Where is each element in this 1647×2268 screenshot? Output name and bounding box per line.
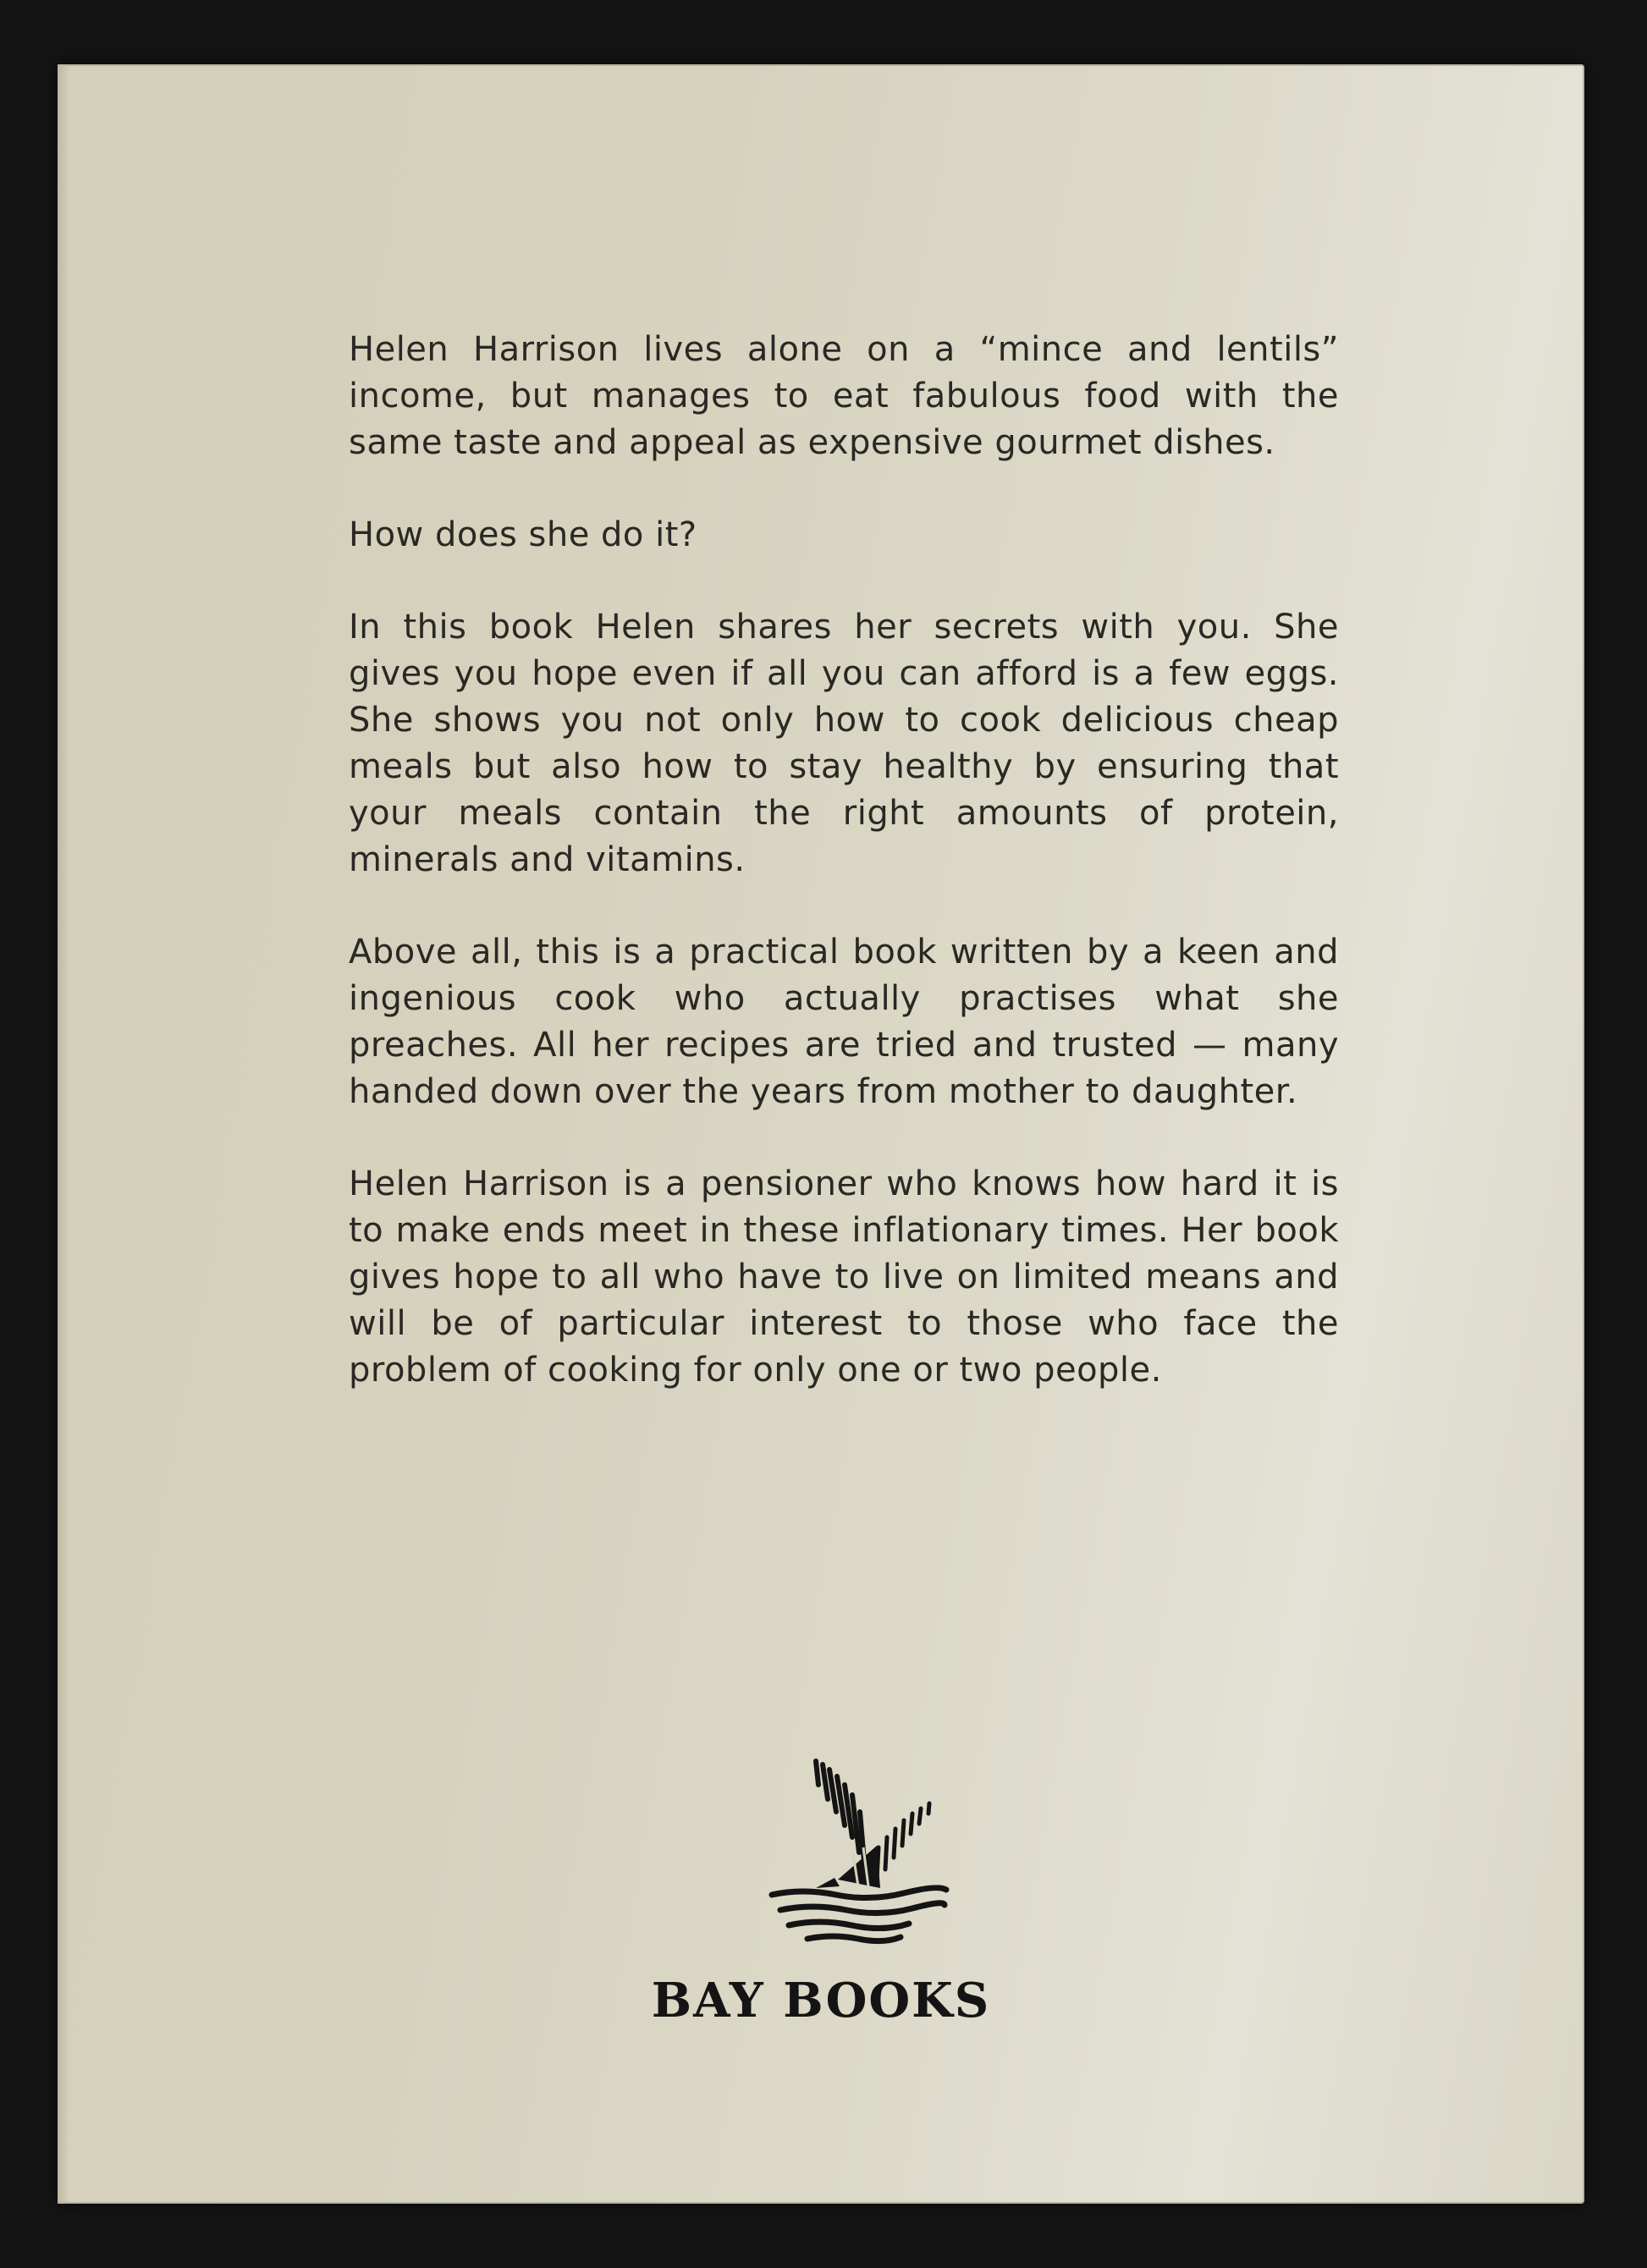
blurb-paragraph-2: How does she do it?: [349, 515, 697, 554]
blurb-text: [349, 327, 1339, 1440]
blurb-paragraph-1: Helen Harrison lives alone on a “mince and lentils” income, but manages to eat fabulous food with the same taste and appeal as expensive gourmet dishes.: [349, 330, 1339, 462]
publisher-name: BAY BOOKS: [651, 1973, 991, 2029]
blurb-paragraph-5: Helen Harrison is a pensioner who knows how hard it is to make ends meet in these inflationary times. Her book gives hope to all who have to live on limited means and will be of particular interest to those who face the problem of cooking for only one or two people.: [349, 1164, 1339, 1390]
blurb-paragraph-3: In this book Helen shares her secrets with you. She gives you hope even if all you can afford is a few eggs. She shows you not only how to cook delicious cheap meals but also how to stay healthy by ensuring that your meals contain the right amounts of protein, minerals and vitamins.: [349, 608, 1339, 879]
blurb-paragraph-4: Above all, this is a practical book written by a keen and ingenious cook who actually practises what she preaches. All her recipes are tried and trusted — many handed down over the years from mother to daughter.: [349, 933, 1339, 1111]
seabird-logo-icon: [735, 1753, 963, 1947]
back-cover: [58, 64, 1584, 2204]
